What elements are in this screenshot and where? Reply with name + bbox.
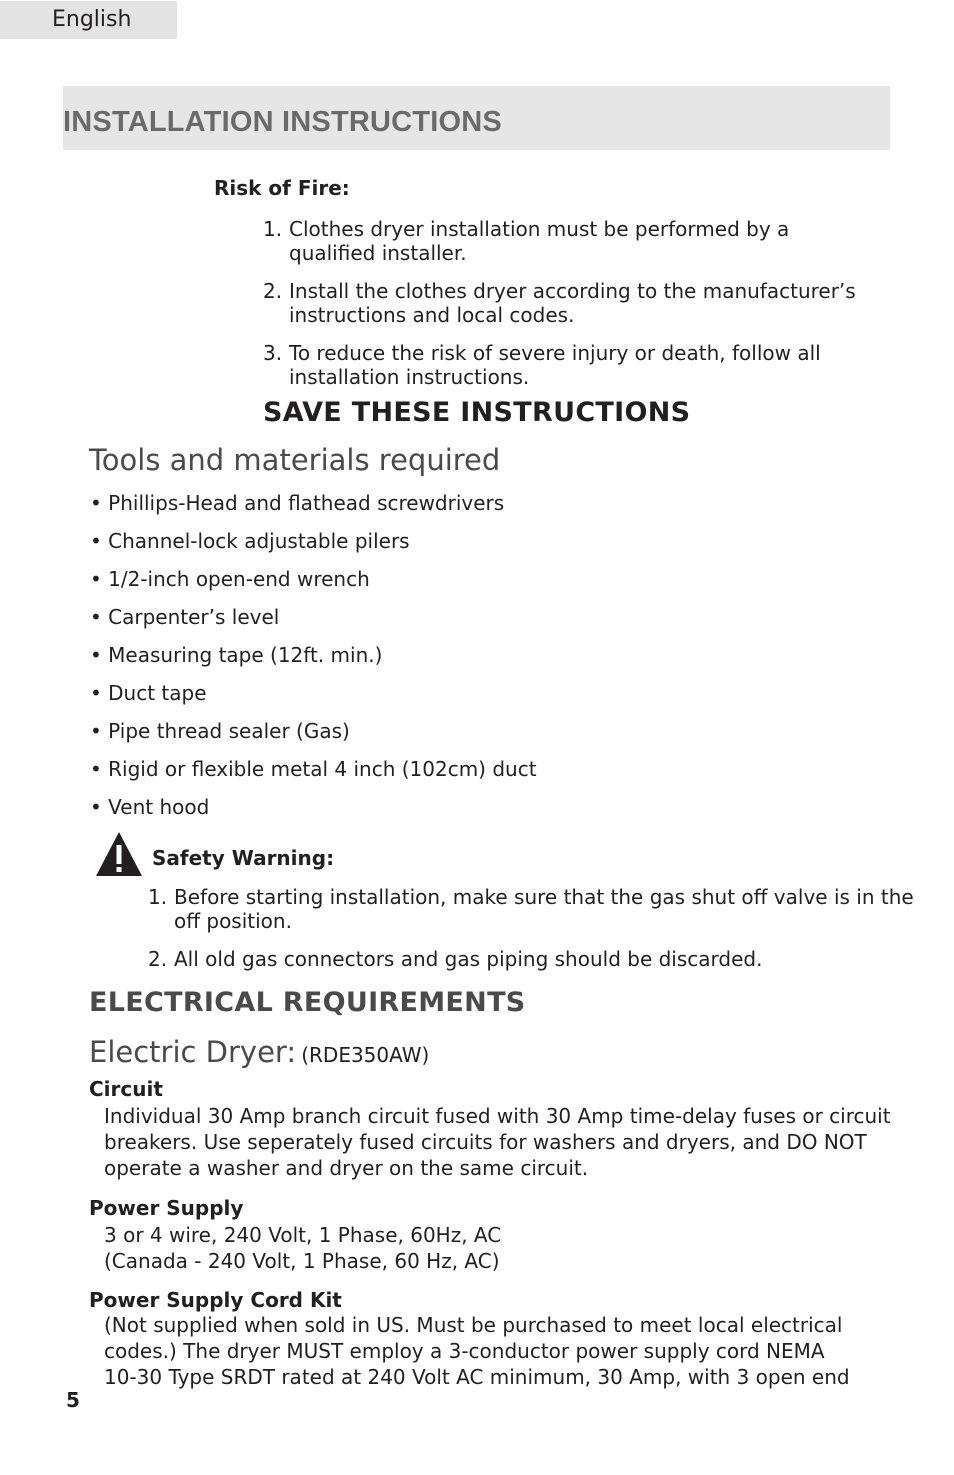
tool-item: • Duct tape — [90, 681, 207, 705]
electrical-requirements-heading: ELECTRICAL REQUIREMENTS — [89, 987, 526, 1018]
circuit-heading: Circuit — [89, 1077, 163, 1101]
list-number: 2. — [263, 279, 283, 303]
tool-item: • Phillips-Head and flathead screwdrivers — [90, 491, 505, 515]
list-item-line: off position. — [174, 909, 292, 933]
list-item-line: Clothes dryer installation must be performed by a — [289, 217, 790, 241]
electric-dryer-heading — [89, 1035, 429, 1069]
tools-heading: Tools and materials required — [89, 443, 501, 477]
list-number: 1. — [148, 885, 168, 909]
list-number: 1. — [263, 217, 283, 241]
list-item-line: Install the clothes dryer according to the manufacturer’s — [289, 279, 856, 303]
power-supply-text — [104, 1222, 874, 1274]
tool-item: • Rigid or flexible metal 4 inch (102cm) duct — [90, 757, 537, 781]
tool-item: • 1/2-inch open-end wrench — [90, 567, 370, 591]
paragraph-line: codes.) The dryer MUST employ a 3-conductor power supply cord NEMA — [104, 1339, 825, 1363]
language-tab: English — [0, 1, 177, 39]
paragraph-line: 3 or 4 wire, 240 Volt, 1 Phase, 60Hz, AC — [104, 1223, 502, 1247]
power-supply-heading: Power Supply — [89, 1196, 244, 1220]
list-item-line: Before starting installation, make sure that the gas shut off valve is in the — [174, 885, 914, 909]
paragraph-line: operate a washer and dryer on the same circuit. — [104, 1156, 589, 1180]
save-instructions-heading: SAVE THESE INSTRUCTIONS — [263, 397, 691, 428]
circuit-text — [104, 1103, 891, 1181]
tool-item: • Carpenter’s level — [90, 605, 280, 629]
list-number: 2. — [148, 947, 168, 971]
tool-item: • Pipe thread sealer (Gas) — [90, 719, 350, 743]
paragraph-line: (Canada - 240 Volt, 1 Phase, 60 Hz, AC) — [104, 1249, 500, 1273]
cord-kit-heading: Power Supply Cord Kit — [89, 1288, 342, 1312]
paragraph-line: breakers. Use seperately fused circuits for washers and dryers, and DO NOT — [104, 1130, 867, 1154]
list-item-line: instructions and local codes. — [289, 303, 575, 327]
list-item-line: All old gas connectors and gas piping should be discarded. — [174, 947, 763, 971]
list-item-line: To reduce the risk of severe injury or death, follow all — [289, 341, 821, 365]
page-number: 5 — [66, 1388, 80, 1412]
tool-item: • Vent hood — [90, 795, 210, 819]
cord-kit-text — [104, 1312, 874, 1390]
safety-warning-heading: Safety Warning: — [152, 846, 335, 870]
paragraph-line: 10-30 Type SRDT rated at 240 Volt AC minimum, 30 Amp, with 3 open end — [104, 1365, 850, 1389]
tool-item: • Measuring tape (12ft. min.) — [90, 643, 383, 667]
tool-item: • Channel-lock adjustable pilers — [90, 529, 410, 553]
paragraph-line: (Not supplied when sold in US. Must be purchased to meet local electrical — [104, 1313, 843, 1337]
list-item-line: qualified installer. — [289, 241, 467, 265]
risk-of-fire-heading: Risk of Fire: — [214, 176, 350, 200]
paragraph-line: Individual 30 Amp branch circuit fused with 30 Amp time-delay fuses or circuit — [104, 1104, 891, 1128]
warning-triangle-icon — [95, 831, 143, 877]
dryer-label: Electric Dryer: — [89, 1035, 297, 1069]
dryer-model: (RDE350AW) — [301, 1043, 430, 1067]
list-number: 3. — [263, 341, 283, 365]
page-title: INSTALLATION INSTRUCTIONS — [63, 106, 502, 138]
section-banner — [63, 86, 890, 150]
list-item-line: installation instructions. — [289, 365, 530, 389]
